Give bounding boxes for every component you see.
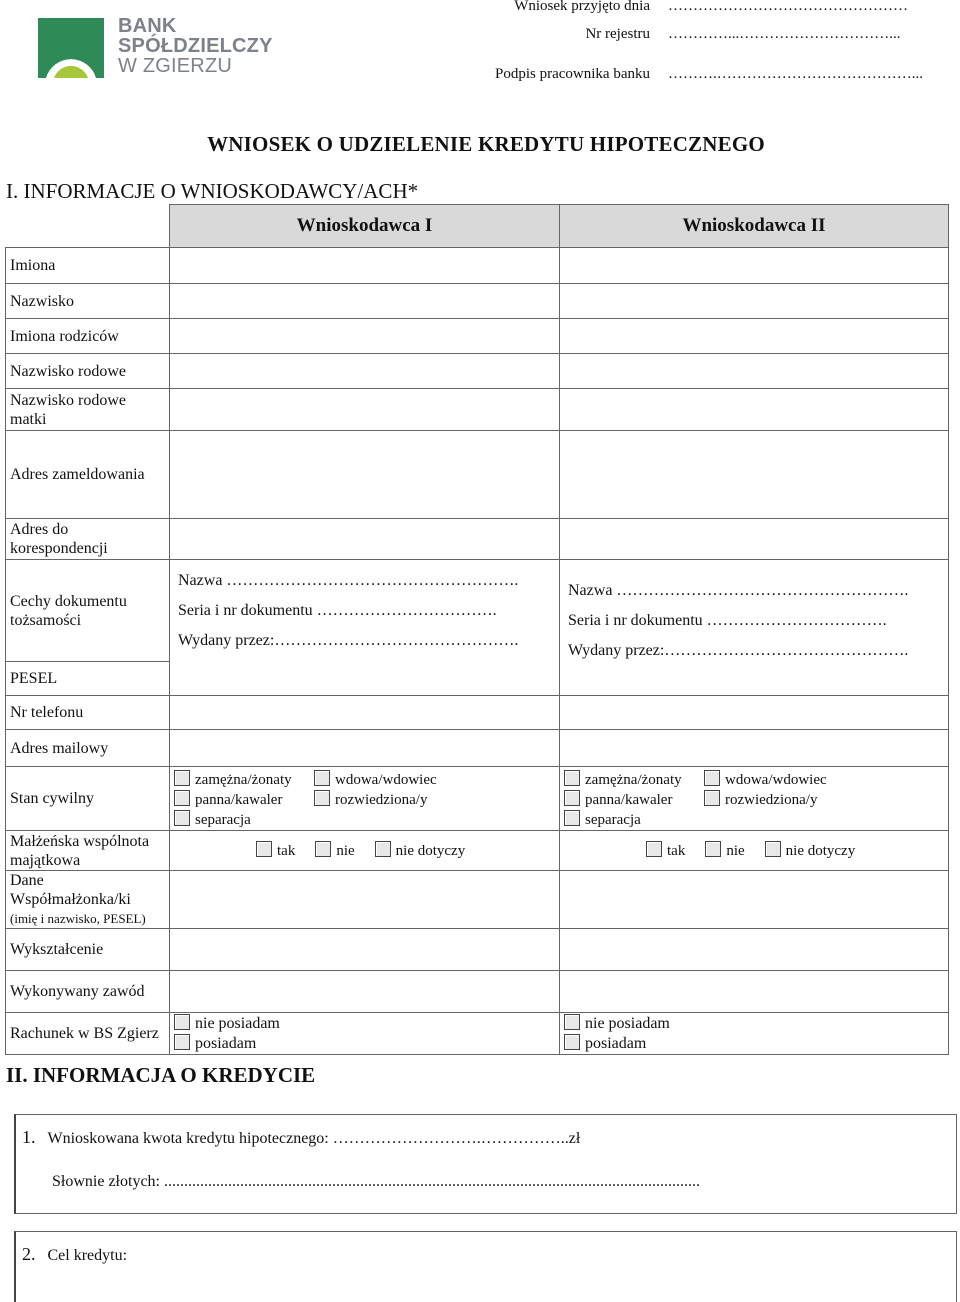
checkbox-icon[interactable]	[646, 841, 662, 857]
received-label: Wniosek przyjęto dnia	[514, 0, 650, 14]
checkbox-icon[interactable]	[174, 790, 190, 806]
account-yes-option-2[interactable]: posiadam	[564, 1034, 944, 1054]
marital-separated-option-2[interactable]: separacja	[564, 812, 641, 828]
label-wyksztalcenie: Wykształcenie	[6, 929, 170, 971]
signature-field[interactable]: ……….…………………………………...	[668, 66, 923, 82]
credit-purpose-box	[14, 1231, 957, 1302]
community-no-option-1[interactable]: nie	[315, 843, 354, 859]
field-imiona-rodzicow-2[interactable]	[560, 319, 949, 354]
field-wspolmalzonek-1[interactable]	[170, 871, 560, 929]
label-zawod: Wykonywany zawód	[6, 971, 170, 1013]
checkbox-icon[interactable]	[704, 790, 720, 806]
field-adres-korespondencji-2[interactable]	[560, 519, 949, 560]
community-options-2	[560, 831, 949, 871]
checkbox-icon[interactable]	[174, 810, 190, 826]
field-imiona-1[interactable]	[170, 248, 560, 284]
field-nazwisko-rodowe-matki-1[interactable]	[170, 389, 560, 431]
checkbox-icon[interactable]	[765, 841, 781, 857]
received-field[interactable]: …………………………………………	[668, 0, 908, 14]
checkbox-icon[interactable]	[564, 810, 580, 826]
community-yes-option-1[interactable]: tak	[256, 843, 295, 859]
community-na-option-2[interactable]: nie dotyczy	[765, 843, 856, 859]
community-yes-option-2[interactable]: tak	[646, 843, 685, 859]
marital-married-option-2[interactable]: zamężna/żonaty	[564, 770, 704, 790]
checkbox-icon[interactable]	[314, 770, 330, 786]
applicant-table	[5, 204, 949, 1055]
marital-married-option-1[interactable]: zamężna/żonaty	[174, 770, 314, 790]
dane-wspolmalzonka-title: Dane Współmałżonka/ki	[10, 872, 131, 908]
checkbox-icon[interactable]	[705, 841, 721, 857]
label-adres-mailowy: Adres mailowy	[6, 730, 170, 767]
checkbox-icon[interactable]	[174, 1034, 190, 1050]
credit-amount-box	[14, 1114, 957, 1214]
label-nazwisko: Nazwisko	[6, 284, 170, 319]
doc2-nazwa: Nazwa ……………………………………………….	[568, 582, 909, 599]
label-adres-zameldowania: Adres zameldowania	[6, 431, 170, 519]
field-nazwisko-rodowe-1[interactable]	[170, 354, 560, 389]
checkbox-icon[interactable]	[174, 770, 190, 786]
credit-words-line[interactable]: Słownie złotych: ......................................................................................................................................	[52, 1173, 700, 1190]
field-wyksztalcenie-2[interactable]	[560, 929, 949, 971]
community-no-option-2[interactable]: nie	[705, 843, 744, 859]
form-title: WNIOSEK O UDZIELENIE KREDYTU HIPOTECZNEGO	[207, 132, 765, 156]
marital-divorced-option-1[interactable]: rozwiedziona/y	[314, 790, 427, 810]
register-field[interactable]: …………...…………………………...	[668, 26, 901, 42]
logo-line-1: BANK	[118, 15, 177, 37]
checkbox-icon[interactable]	[375, 841, 391, 857]
label-nazwisko-rodowe: Nazwisko rodowe	[6, 354, 170, 389]
label-imiona: Imiona	[6, 248, 170, 284]
label-adres-korespondencji: Adres do korespondencji	[6, 519, 170, 560]
field-email-2[interactable]	[560, 730, 949, 767]
field-wspolmalzonek-2[interactable]	[560, 871, 949, 929]
doc1-wydany: Wydany przez:……………………………………….	[178, 632, 519, 649]
marital-single-option-1[interactable]: panna/kawaler	[174, 790, 314, 810]
field-nazwisko-rodowe-matki-2[interactable]	[560, 389, 949, 431]
field-nazwisko-2[interactable]	[560, 284, 949, 319]
checkbox-icon[interactable]	[564, 790, 580, 806]
marital-single-option-2[interactable]: panna/kawaler	[564, 790, 704, 810]
marital-separated-option-1[interactable]: separacja	[174, 812, 251, 828]
label-rachunek: Rachunek w BS Zgierz	[6, 1013, 170, 1055]
item-2-number: 2.	[22, 1244, 36, 1264]
field-adres-zameldowania-2[interactable]	[560, 431, 949, 519]
marital-widowed-option-1[interactable]: wdowa/wdowiec	[314, 770, 437, 790]
logo-text	[118, 16, 273, 76]
section-2-heading: II. INFORMACJA O KREDYCIE	[6, 1063, 316, 1087]
credit-amount-line[interactable]	[22, 1127, 580, 1148]
field-nazwisko-rodowe-2[interactable]	[560, 354, 949, 389]
marital-divorced-option-2[interactable]: rozwiedziona/y	[704, 790, 817, 810]
signature-label: Podpis pracownika banku	[495, 66, 650, 82]
logo-mark-icon	[38, 16, 104, 82]
label-stan-cywilny: Stan cywilny	[6, 767, 170, 831]
community-options-1	[170, 831, 560, 871]
field-email-1[interactable]	[170, 730, 560, 767]
credit-purpose-label: Cel kredytu:	[47, 1247, 128, 1264]
credit-amount-label: Wnioskowana kwota kredytu hipotecznego: ……………………….……………..zł	[47, 1130, 581, 1147]
label-nr-telefonu: Nr telefonu	[6, 696, 170, 730]
label-pesel: PESEL	[6, 662, 170, 696]
field-zawod-2[interactable]	[560, 971, 949, 1013]
section-1-heading: I. INFORMACJE O WNIOSKODAWCY/ACH*	[6, 179, 419, 203]
marital-widowed-option-2[interactable]: wdowa/wdowiec	[704, 770, 827, 790]
checkbox-icon[interactable]	[256, 841, 272, 857]
credit-purpose-line[interactable]	[22, 1244, 127, 1265]
field-dokument-2[interactable]	[560, 560, 949, 696]
applicant-2-header: Wnioskodawca II	[560, 205, 949, 248]
label-imiona-rodzicow: Imiona rodziców	[6, 319, 170, 354]
label-cechy-dokumentu: Cechy dokumentu tożsamości	[6, 560, 170, 662]
checkbox-icon[interactable]	[174, 1014, 190, 1030]
logo-line-3: W ZGIERZU	[118, 55, 233, 77]
item-1-number: 1.	[22, 1127, 36, 1147]
field-dokument-1[interactable]	[170, 560, 560, 696]
doc1-seria: Seria i nr dokumentu …………………………….	[178, 602, 497, 619]
account-yes-option-1[interactable]: posiadam	[174, 1034, 555, 1054]
account-no-option-1[interactable]: nie posiadam	[174, 1014, 555, 1034]
header-blank	[6, 205, 170, 248]
field-telefon-1[interactable]	[170, 696, 560, 730]
field-nazwisko-1[interactable]	[170, 284, 560, 319]
field-wyksztalcenie-1[interactable]	[170, 929, 560, 971]
field-imiona-2[interactable]	[560, 248, 949, 284]
label-nazwisko-rodowe-matki: Nazwisko rodowe matki	[6, 389, 170, 431]
logo-line-2: SPÓŁDZIELCZY	[118, 35, 273, 57]
doc2-wydany: Wydany przez:……………………………………….	[568, 642, 909, 659]
field-telefon-2[interactable]	[560, 696, 949, 730]
bank-logo	[38, 16, 283, 84]
field-imiona-rodzicow-1[interactable]	[170, 319, 560, 354]
marital-options-1	[170, 767, 560, 831]
checkbox-icon[interactable]	[564, 1014, 580, 1030]
register-label: Nr rejestru	[585, 26, 650, 42]
checkbox-icon[interactable]	[564, 1034, 580, 1050]
account-no-option-2[interactable]: nie posiadam	[564, 1014, 944, 1034]
marital-options-2	[560, 767, 949, 831]
doc1-nazwa: Nazwa ……………………………………………….	[178, 572, 519, 589]
checkbox-icon[interactable]	[314, 790, 330, 806]
account-options-1	[170, 1013, 560, 1055]
community-na-option-1[interactable]: nie dotyczy	[375, 843, 466, 859]
doc2-seria: Seria i nr dokumentu …………………………….	[568, 612, 887, 629]
account-options-2	[560, 1013, 949, 1055]
applicant-1-header: Wnioskodawca I	[170, 205, 560, 248]
checkbox-icon[interactable]	[564, 770, 580, 786]
checkbox-icon[interactable]	[315, 841, 331, 857]
label-dane-wspolmalzonka	[6, 871, 170, 929]
field-zawod-1[interactable]	[170, 971, 560, 1013]
field-adres-zameldowania-1[interactable]	[170, 431, 560, 519]
field-adres-korespondencji-1[interactable]	[170, 519, 560, 560]
label-wspolnota: Małżeńska wspólnota majątkowa	[6, 831, 170, 871]
dane-wspolmalzonka-note: (imię i nazwisko, PESEL)	[10, 911, 146, 926]
checkbox-icon[interactable]	[704, 770, 720, 786]
